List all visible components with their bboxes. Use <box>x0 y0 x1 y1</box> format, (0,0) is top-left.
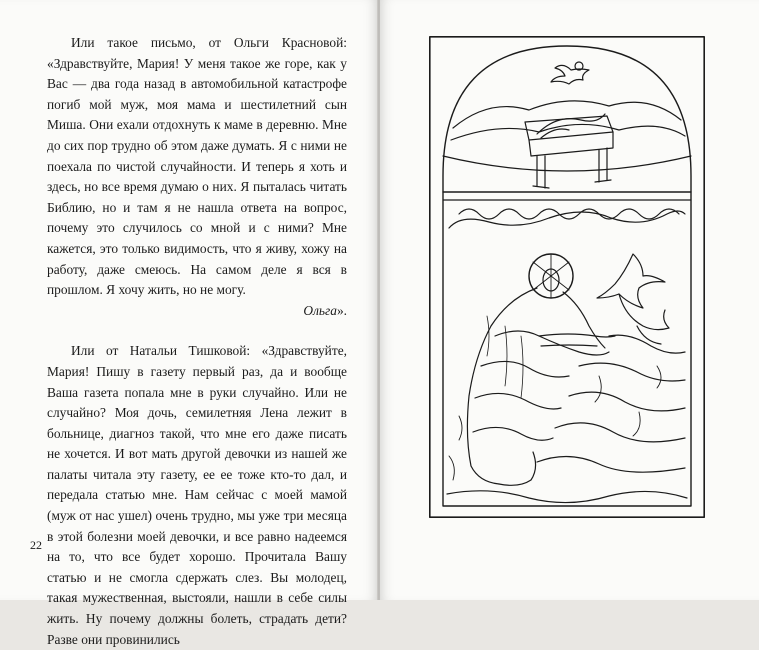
letter-natalia-paragraph: Или от Натальи Тишковой: «Здравствуйте, Мария! Пишу в газету первый раз, да и вообще Ваша газета попала мне в руки случайно. Или не случайно? Моя дочь, семилетняя Лена лежит в больнице, диагноз такой, что мне его даже писать не хочется. И вот мать другой девочки из нашей же палаты читала эту газету, ее ее тоже кто-то дал, и передала статью мне. Нам сейчас с моей мамой (муж от нас ушел) очень трудно, мы уже три месяца в этой болезни моей девочки, и все равно надеемся на то, что все будет хорошо. Прочитала Вашу статью и не смогла сдержать слез. Вы молодец, такая мужественная, выстояли, нашли в себе силы жить. Ну почему должны болеть, страдать дети? Разве они провинились <box>47 343 347 647</box>
signature-closing-quote: ». <box>336 302 347 318</box>
left-page <box>0 0 378 647</box>
signature-name: Ольга <box>303 302 337 318</box>
page-number: 22 <box>30 538 42 552</box>
letter-olga-signature <box>47 301 347 322</box>
christ-dove-illustration-icon <box>429 36 705 518</box>
body-text <box>47 33 347 650</box>
letter-olga-paragraph: Или такое письмо, от Ольги Красновой: «Здравствуйте, Мария! У меня такое же горе, как у Вас — два года назад в автомобильной катастрофе погиб мой муж, моя мама и шестилетний сын Миша. Они ехали отдохнуть к маме в деревню. Мне до сих пор трудно об этом даже думать. Я с ними не поехала по чистой случайности. И теперь я хоть и здесь, но все время думаю о них. Я пыталась читать Библию, но и там я не нашла ответа на вопрос, почему это случилось со мной и с ними? Мне кажется, это только видимость, что я живу, хожу на работу, даже смеюсь. На самом деле я вся в прошлом. Я хочу жить, но не могу. <box>47 35 347 298</box>
